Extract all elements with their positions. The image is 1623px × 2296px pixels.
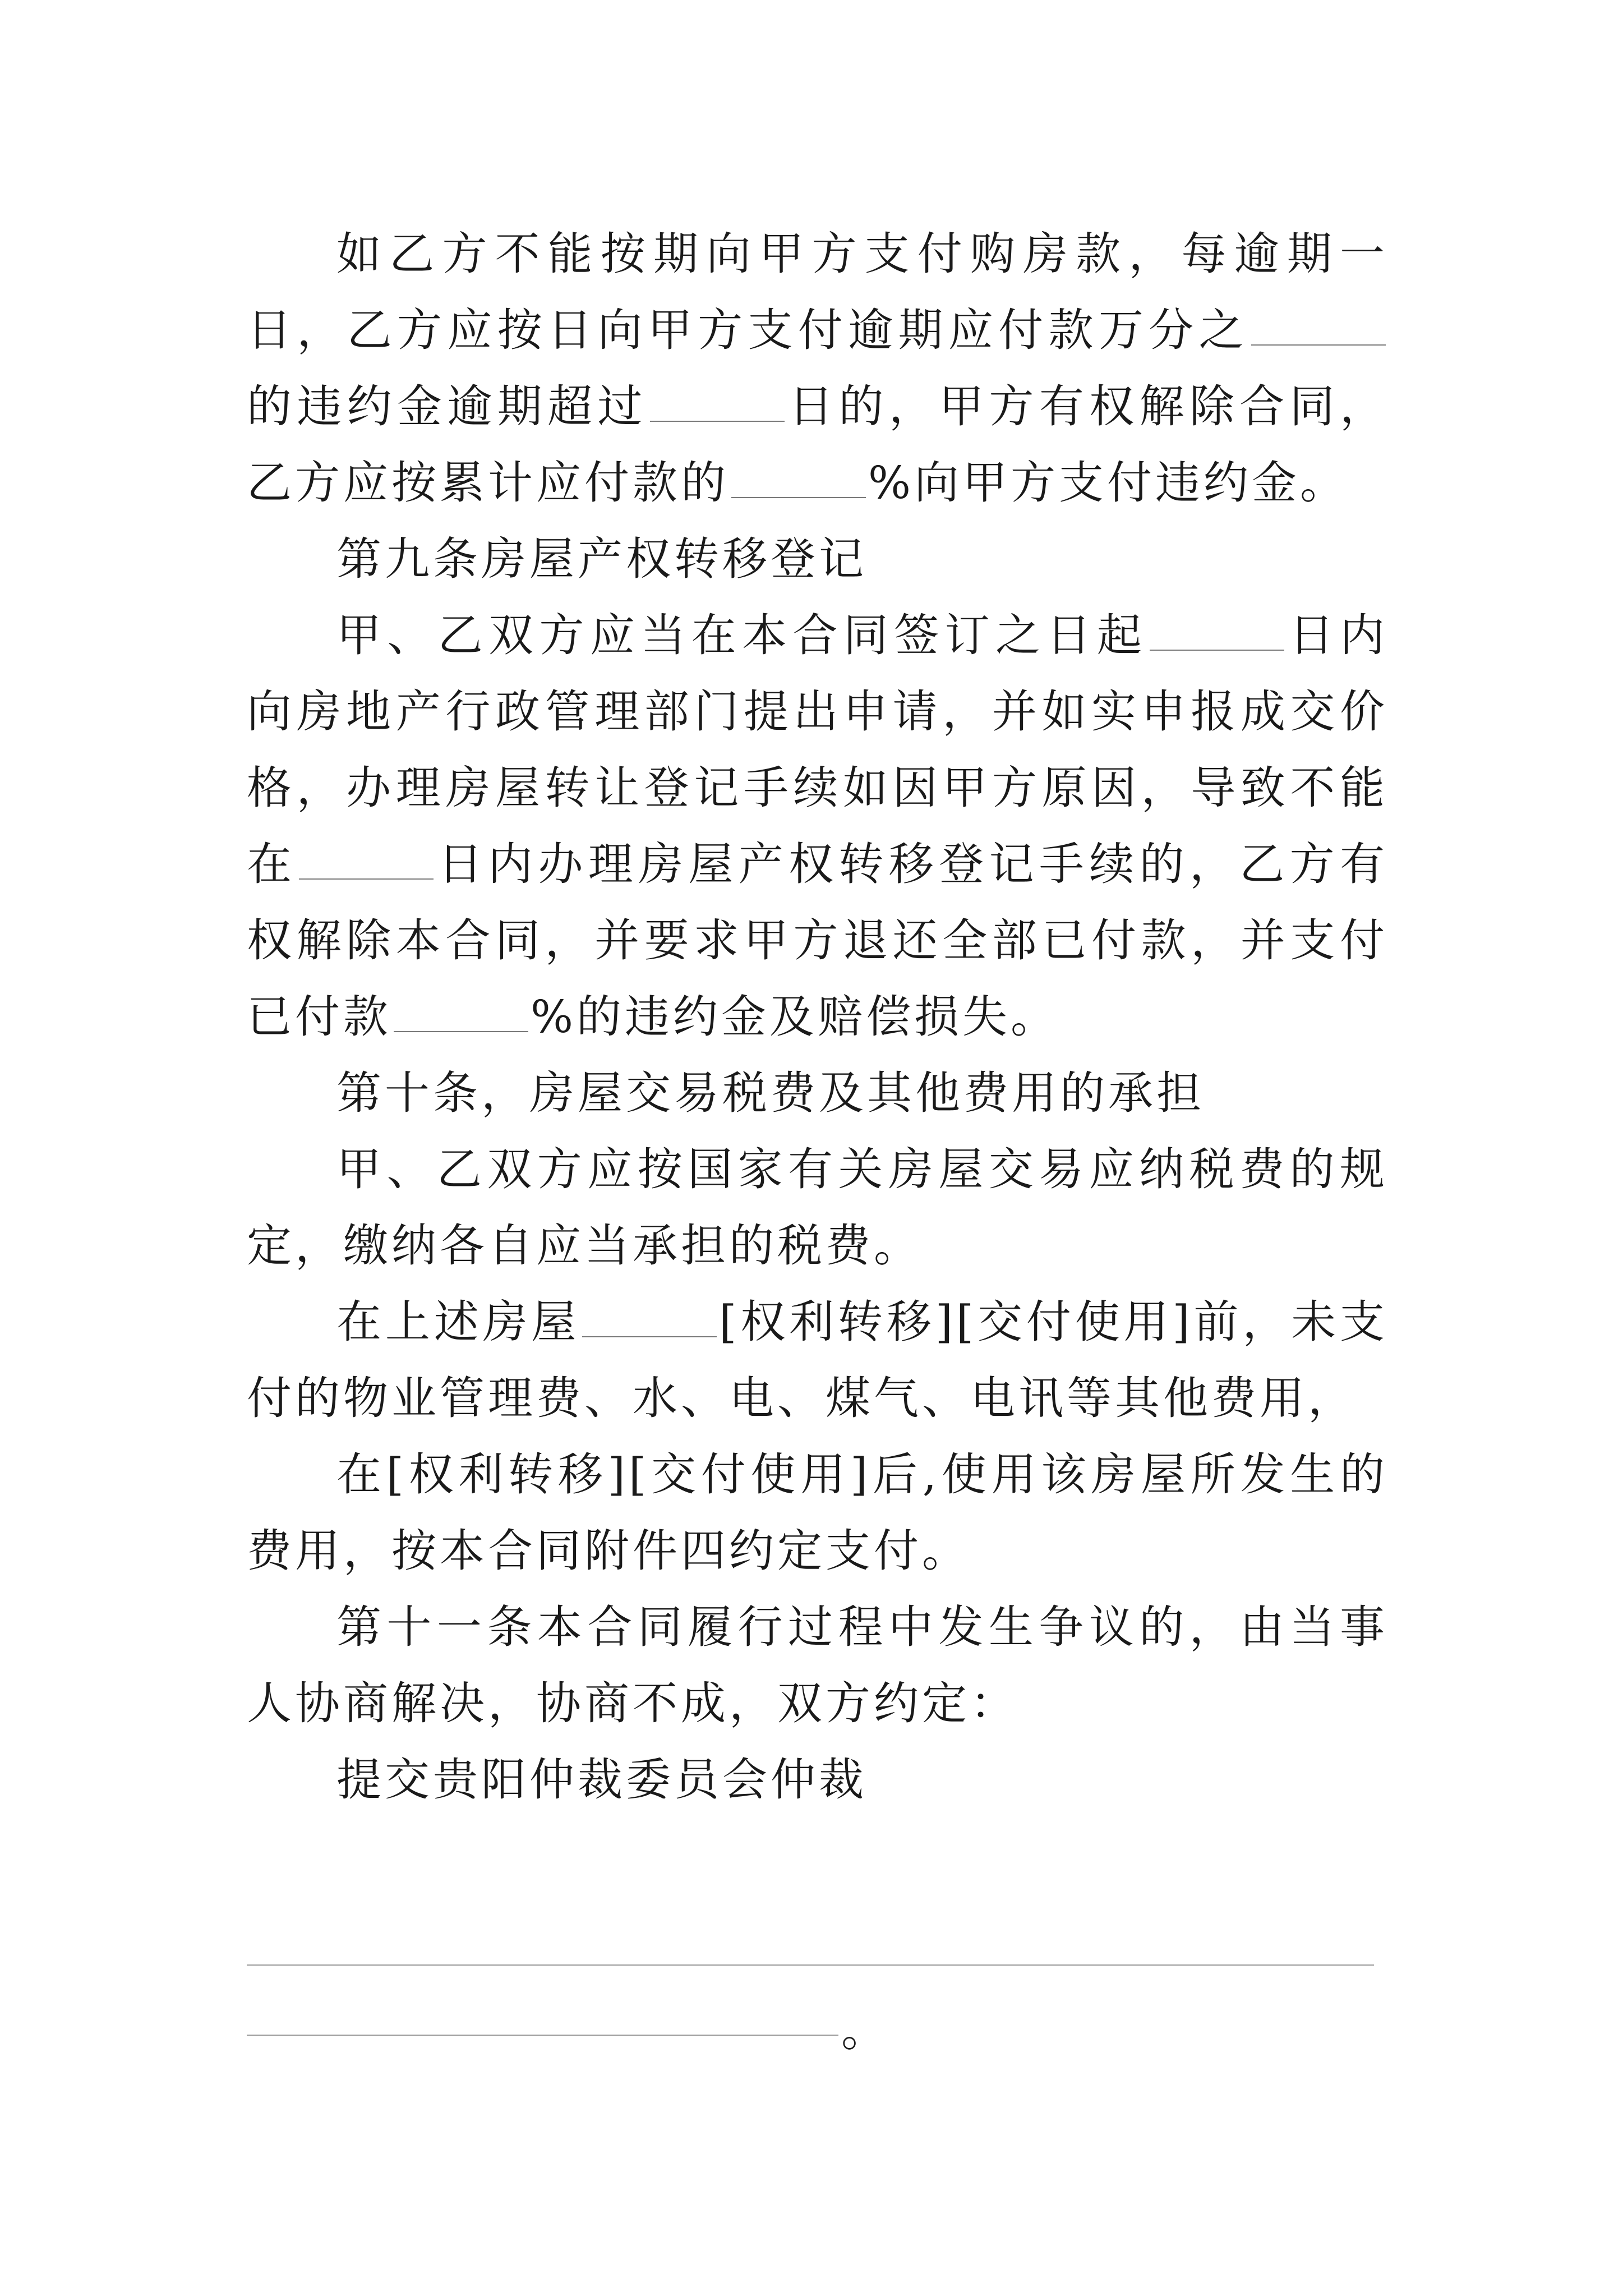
fill-blank: [582, 1297, 717, 1337]
fill-line-short: [247, 2035, 838, 2036]
text-segment: %向甲方支付违约金。: [868, 457, 1349, 509]
fill-blank: [394, 992, 528, 1032]
text-segment: 在上述房屋: [336, 1296, 580, 1348]
paragraph-unpaid-fees: [247, 1284, 1388, 1437]
paragraph-fees-after-transfer: [247, 1437, 1388, 1589]
heading-article-9: [247, 521, 1388, 597]
text-segment: 日的，甲方有权解除合同，乙方应按累计应付款的: [247, 380, 1389, 509]
text-segment: 的违约金逾期超过: [247, 380, 648, 432]
end-punctuation: 。: [841, 2004, 886, 2056]
text-segment: [权利转移][交付使用]前，未支付的物业管理费、水、电、煤气、电讯等其他费用，: [247, 1296, 1389, 1424]
text-segment: 如乙方不能按期向甲方支付购房款，每逾期一日，乙方应按日向甲方支付逾期应付款万分之: [247, 228, 1388, 356]
paragraph-transfer-registration: [247, 597, 1388, 1055]
fill-blank: [1251, 305, 1386, 346]
contract-text: [247, 216, 1388, 1818]
text-segment: 日内办理房屋产权转移登记手续的，乙方有权解除本合同，并要求甲方退还全部已付款，并支付已付款: [247, 838, 1389, 1043]
fill-blank: [650, 381, 785, 422]
text-segment: 甲、乙双方应按国家有关房屋交易应纳税费的规定，缴纳各自应当承担的税费。: [247, 1143, 1388, 1272]
paragraph-article-11-dispute: [247, 1589, 1388, 1742]
fill-line-full: [247, 1964, 1374, 1966]
heading-article-10: [247, 1055, 1388, 1131]
fill-blank: [731, 458, 866, 498]
paragraph-taxes: [247, 1131, 1388, 1284]
text-segment: 日内向房地产行政管理部门提出申请，并如实申报成交价格，办理房屋转让登记手续如因甲方原因，导致不能在: [247, 609, 1389, 890]
text-segment: %的违约金及赔偿损失。: [531, 991, 1059, 1043]
paragraph-overdue-payment: [247, 216, 1388, 521]
paragraph-arbitration: [247, 1742, 1388, 1818]
text-segment: 甲、乙双方应当在本合同签订之日起: [336, 609, 1148, 661]
text-segment: 第九条房屋产权转移登记: [336, 533, 867, 585]
fill-blank: [1150, 610, 1284, 651]
text-segment: 在[权利转移][交付使用]后,使用该房屋所发生的费用，按本合同附件四约定支付。: [247, 1448, 1388, 1577]
text-segment: 第十一条本合同履行过程中发生争议的，由当事人协商解决，协商不成，双方约定：: [247, 1601, 1388, 1729]
fill-line-final: [247, 2003, 920, 2070]
text-segment: 提交贵阳仲裁委员会仲裁: [336, 1754, 867, 1806]
fill-blank: [299, 839, 434, 880]
text-segment: 第十条，房屋交易税费及其他费用的承担: [336, 1067, 1205, 1119]
